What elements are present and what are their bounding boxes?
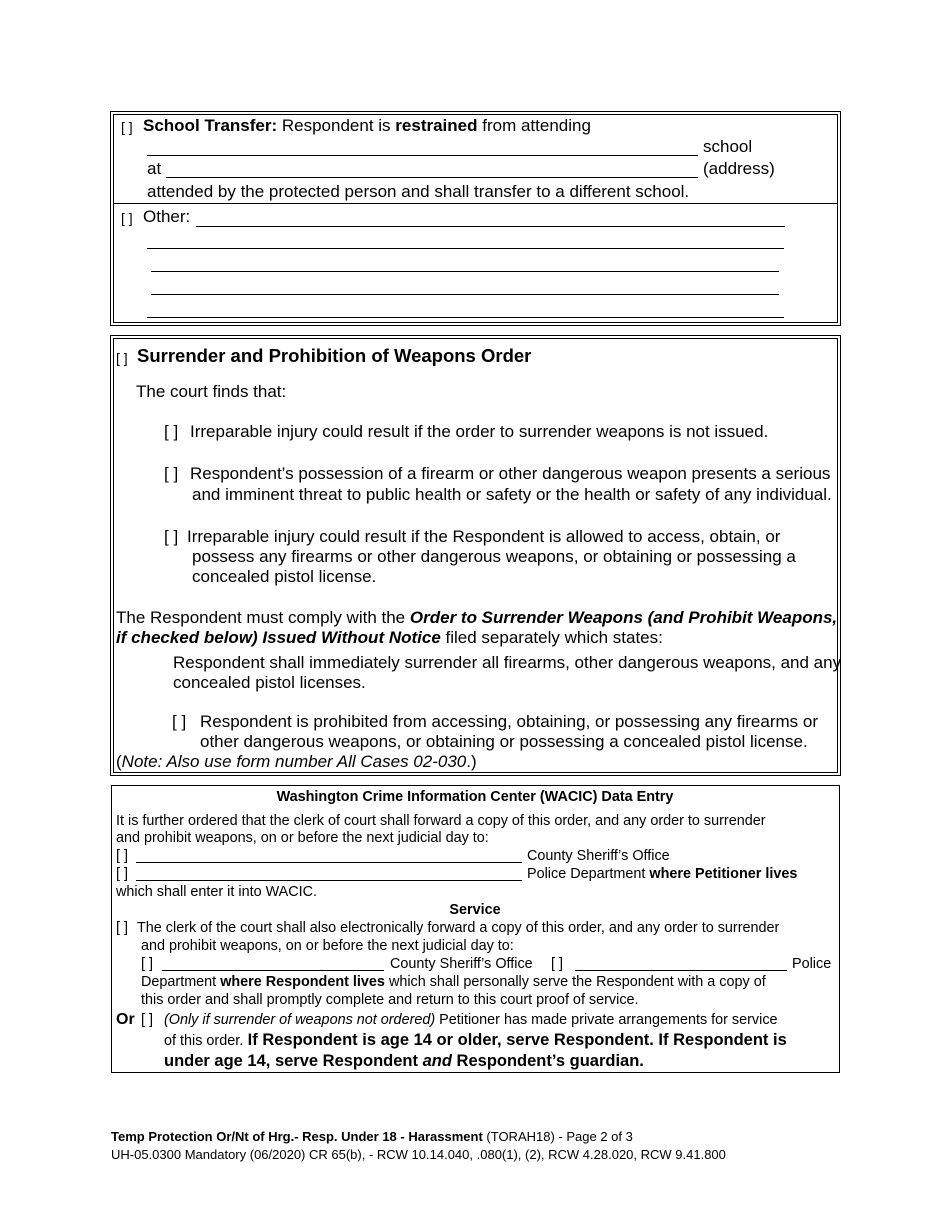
at-word: at (147, 159, 162, 178)
sheriff-label: County Sheriff’s Office (527, 848, 670, 864)
wacic-title: Washington Crime Information Center (WACIC) Data Entry (276, 789, 674, 805)
prohibit-checkbox[interactable]: [ ] (172, 712, 187, 731)
note-text: Note: Also use form number All Cases 02-030 (121, 752, 467, 771)
or-line2-pre: of this order. (164, 1033, 244, 1049)
finding-1-text: Irreparable injury could result if the order to surrender weapons is not issued. (190, 422, 769, 441)
finding-2-line1: Respondent’s possession of a firearm or other dangerous weapon presents a serious (190, 464, 831, 483)
prohibit-line1: Respondent is prohibited from accessing, obtaining, or possessing any firearms or (200, 712, 818, 731)
school-transfer-checkbox[interactable]: [ ] (121, 119, 133, 135)
school-transfer-text (143, 116, 591, 136)
finding-2-line2: and imminent threat to public health or safety or the health or safety of any individual. (192, 485, 832, 504)
court-finds: The court finds that: (136, 382, 287, 401)
or-italic: (Only if surrender of weapons not ordered) (164, 1012, 436, 1028)
other-label: Other: (143, 207, 191, 226)
school-name-line[interactable] (147, 155, 698, 156)
wacic-para-line1: It is further ordered that the clerk of court shall forward a copy of this order, and any order to surrender (116, 813, 766, 829)
note-line (116, 752, 477, 772)
service-sheriff-label: County Sheriff’s Office (390, 956, 533, 972)
weapons-title: Surrender and Prohibition of Weapons Order (137, 345, 532, 366)
address-word: (address) (703, 159, 775, 178)
note-close: .) (466, 752, 477, 771)
dept-post: which shall personally serve the Respondent with a copy of (388, 974, 766, 990)
or-line3-and: and (422, 1052, 452, 1070)
or-checkbox[interactable]: [ ] (141, 1012, 153, 1028)
or-rest: Petitioner has made private arrangements for service (439, 1012, 778, 1028)
or-line3-pre: under age 14, serve Respondent (164, 1052, 419, 1070)
comply-order-title-2: if checked below) Issued Without Notice (116, 628, 441, 647)
note-open: ( (116, 752, 122, 771)
comply-pre: The Respondent must comply with the (116, 608, 406, 627)
finding-2-checkbox[interactable]: [ ] (164, 464, 179, 483)
finding-3-line2: possess any firearms or other dangerous weapons, or obtaining or possessing a (192, 547, 796, 566)
finding-1-checkbox[interactable]: [ ] (164, 422, 179, 441)
comply-line2 (116, 628, 663, 648)
or-line2-bold: If Respondent is age 14 or older, serve Respondent. If Respondent is (247, 1031, 787, 1049)
footer-line2: UH-05.0300 Mandatory (06/2020) CR 65(b), - RCW 10.14.040, .080(1), (2), RCW 4.28.020, RCW 9.41.800 (111, 1147, 726, 1162)
surrender-line2: concealed pistol licenses. (173, 673, 366, 692)
or-line3 (164, 1051, 644, 1071)
comply-line1 (116, 608, 837, 628)
or-line1 (164, 1011, 778, 1029)
comply-post: filed separately which states: (445, 628, 663, 647)
department-line2: this order and shall promptly complete and return to this court proof of service. (141, 992, 639, 1008)
or-word: Or (116, 1011, 135, 1028)
police-where: where Petitioner lives (649, 866, 798, 882)
weapons-checkbox[interactable]: [ ] (116, 350, 128, 366)
other-line-2[interactable] (147, 248, 784, 249)
school-transfer-line3: attended by the protected person and shall transfer to a different school. (147, 182, 690, 201)
service-county-line[interactable] (162, 970, 384, 971)
wacic-para-line2: and prohibit weapons, on or before the next judicial day to: (116, 830, 489, 846)
school-transfer-text2: from attending (482, 116, 591, 135)
police-city-line[interactable] (136, 880, 522, 881)
or-line2 (164, 1030, 787, 1051)
clerk-line2: and prohibit weapons, on or before the next judicial day to: (141, 938, 514, 954)
sheriff-checkbox[interactable]: [ ] (116, 848, 128, 864)
school-transfer-text1: Respondent is (281, 116, 391, 135)
other-line-3[interactable] (151, 271, 779, 272)
clerk-line1: The clerk of the court shall also electronically forward a copy of this order, and any order to surrender (137, 920, 780, 936)
clerk-checkbox[interactable]: [ ] (116, 920, 128, 936)
school-word: school (703, 137, 753, 156)
other-line-1[interactable] (196, 226, 785, 227)
police-checkbox[interactable]: [ ] (116, 866, 128, 882)
surrender-line1: Respondent shall immediately surrender all firearms, other dangerous weapons, and any (173, 653, 842, 672)
other-line-5[interactable] (147, 317, 784, 318)
finding-3-line3: concealed pistol license. (192, 567, 377, 586)
police-label: Police Department (527, 866, 646, 882)
department-line (141, 973, 766, 991)
service-police-checkbox[interactable]: [ ] (551, 956, 563, 972)
section-divider (113, 203, 837, 204)
dept-where: where Respondent lives (220, 974, 385, 990)
service-sheriff-checkbox[interactable]: [ ] (141, 956, 153, 972)
dept-pre: Department (141, 974, 217, 990)
footer-title (111, 1129, 633, 1145)
police-label-wrap (527, 865, 797, 883)
comply-order-title-1: Order to Surrender Weapons (and Prohibit Weapons, (409, 608, 838, 627)
school-address-line[interactable] (166, 177, 698, 178)
finding-3-line1: Irreparable injury could result if the Respondent is allowed to access, obtain, or (187, 527, 781, 546)
other-line-4[interactable] (151, 294, 779, 295)
service-police-label: Police (792, 956, 832, 972)
sheriff-county-line[interactable] (136, 862, 522, 863)
school-transfer-restrained: restrained (395, 116, 478, 135)
enter-wacic: which shall enter it into WACIC. (116, 884, 318, 900)
finding-3-checkbox[interactable]: [ ] (164, 527, 179, 546)
service-city-line[interactable] (575, 970, 787, 971)
footer-title-rest: (TORAH18) - Page 2 of 3 (486, 1129, 633, 1144)
other-checkbox[interactable]: [ ] (121, 210, 133, 226)
prohibit-line2: other dangerous weapons, or obtaining or possessing a concealed pistol license. (200, 732, 808, 751)
school-transfer-label: School Transfer: (143, 116, 278, 135)
footer-title-bold: Temp Protection Or/Nt of Hrg.- Resp. Under 18 - Harassment (111, 1129, 483, 1144)
or-line3-post: Respondent’s guardian. (456, 1052, 644, 1070)
service-title: Service (449, 902, 501, 918)
